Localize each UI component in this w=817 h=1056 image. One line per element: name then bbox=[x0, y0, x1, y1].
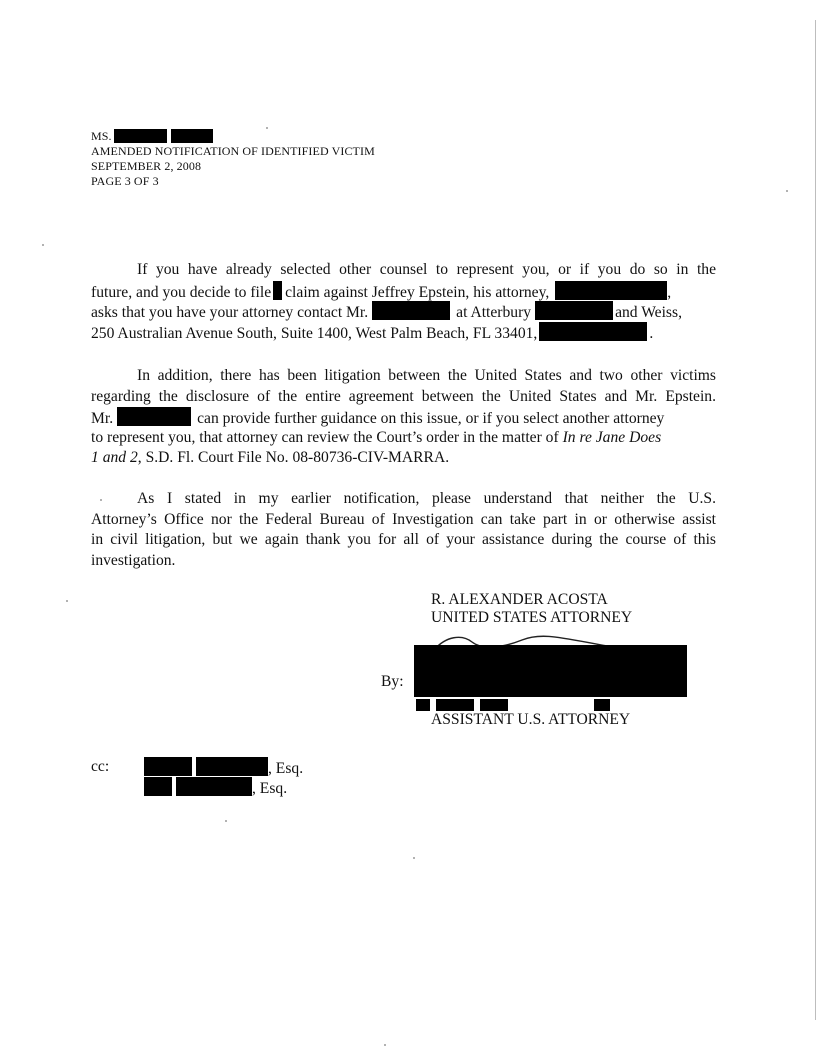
scan-speck bbox=[786, 190, 788, 192]
text-segment: to represent you, that attorney can review the Court’s order in the matter of bbox=[91, 428, 559, 446]
text-line bbox=[91, 281, 716, 302]
text-segment: can provide further guidance on this issue, or if you select another attorney bbox=[197, 410, 665, 428]
redaction bbox=[171, 129, 213, 143]
text-line bbox=[91, 322, 716, 343]
redaction bbox=[555, 281, 667, 300]
text-segment: claim against Jeffrey Epstein, his attorney, bbox=[285, 283, 550, 301]
text-line bbox=[91, 407, 716, 428]
page-indicator: PAGE 3 OF 3 bbox=[91, 174, 159, 188]
letter-header bbox=[91, 129, 375, 189]
redaction bbox=[416, 699, 430, 711]
text-line: As I stated in my earlier notification, please understand that neither the U.S. bbox=[137, 490, 716, 507]
signer-office: UNITED STATES ATTORNEY bbox=[431, 609, 633, 626]
redaction bbox=[372, 301, 450, 320]
cc-recipient bbox=[144, 757, 303, 778]
text-segment: and Weiss, bbox=[615, 304, 682, 322]
scan-speck bbox=[266, 127, 268, 129]
text-line bbox=[91, 428, 716, 449]
text-segment: future, and you decide to file bbox=[91, 283, 272, 301]
signer-name: R. ALEXANDER ACOSTA bbox=[431, 591, 608, 608]
scan-speck bbox=[66, 600, 68, 602]
redaction bbox=[196, 757, 268, 776]
notification-title: AMENDED NOTIFICATION OF IDENTIFIED VICTIM bbox=[91, 144, 375, 158]
paragraph-litigation bbox=[91, 366, 716, 469]
case-name-cont: 1 and 2 bbox=[91, 449, 138, 467]
letter-date: SEPTEMBER 2, 2008 bbox=[91, 159, 202, 173]
scan-speck bbox=[42, 244, 44, 246]
text-line: regarding the disclosure of the entire agreement between the United States and Mr. Epstein. bbox=[91, 387, 716, 405]
redaction bbox=[114, 129, 167, 143]
text-segment: 250 Australian Avenue South, Suite 1400, West Palm Beach, FL 33401, bbox=[91, 324, 538, 342]
cc-label: cc: bbox=[91, 758, 110, 775]
cc-suffix: , Esq. bbox=[252, 780, 288, 797]
scan-speck bbox=[413, 857, 415, 859]
salutation-line bbox=[91, 129, 375, 144]
by-label: By: bbox=[381, 673, 404, 690]
text-segment: , S.D. Fl. Court File No. 08-80736-CIV-MARRA. bbox=[137, 449, 450, 467]
cc-suffix: , Esq. bbox=[268, 760, 304, 777]
text-segment: at Atterbury bbox=[456, 304, 532, 322]
redaction bbox=[273, 281, 282, 300]
text-line: If you have already selected other counsel to represent you, or if you do so in the bbox=[137, 261, 716, 278]
scan-speck bbox=[100, 499, 102, 501]
text-line bbox=[91, 448, 716, 469]
redaction bbox=[117, 407, 191, 426]
text-line: In addition, there has been litigation between the United States and two other victims bbox=[137, 367, 716, 384]
redaction bbox=[535, 301, 613, 320]
redaction bbox=[144, 757, 192, 776]
redaction bbox=[176, 777, 252, 796]
text-line: Attorney’s Office nor the Federal Bureau of Investigation can take part in or otherwise assist bbox=[91, 510, 716, 528]
scan-speck bbox=[225, 820, 227, 822]
text-segment: , bbox=[667, 283, 672, 301]
text-segment: Mr. bbox=[91, 410, 114, 428]
text-line: in civil litigation, but we again thank you for all of your assistance during the course of this bbox=[91, 531, 716, 549]
redaction bbox=[539, 322, 647, 341]
text-line: investigation. bbox=[91, 551, 176, 569]
signature-redaction bbox=[414, 645, 687, 697]
paragraph-counsel bbox=[91, 260, 716, 342]
case-name: In re Jane Does bbox=[562, 428, 662, 446]
cc-recipient bbox=[144, 777, 287, 798]
scan-edge-line bbox=[815, 20, 816, 1020]
text-segment: . bbox=[649, 324, 654, 342]
text-segment: asks that you have your attorney contact Mr. bbox=[91, 304, 369, 322]
signer-role: ASSISTANT U.S. ATTORNEY bbox=[431, 711, 631, 728]
paragraph-closing bbox=[91, 489, 716, 571]
text-line bbox=[91, 301, 716, 322]
redaction bbox=[144, 777, 172, 796]
scan-speck bbox=[384, 1044, 386, 1046]
salutation: MS. bbox=[91, 129, 112, 143]
